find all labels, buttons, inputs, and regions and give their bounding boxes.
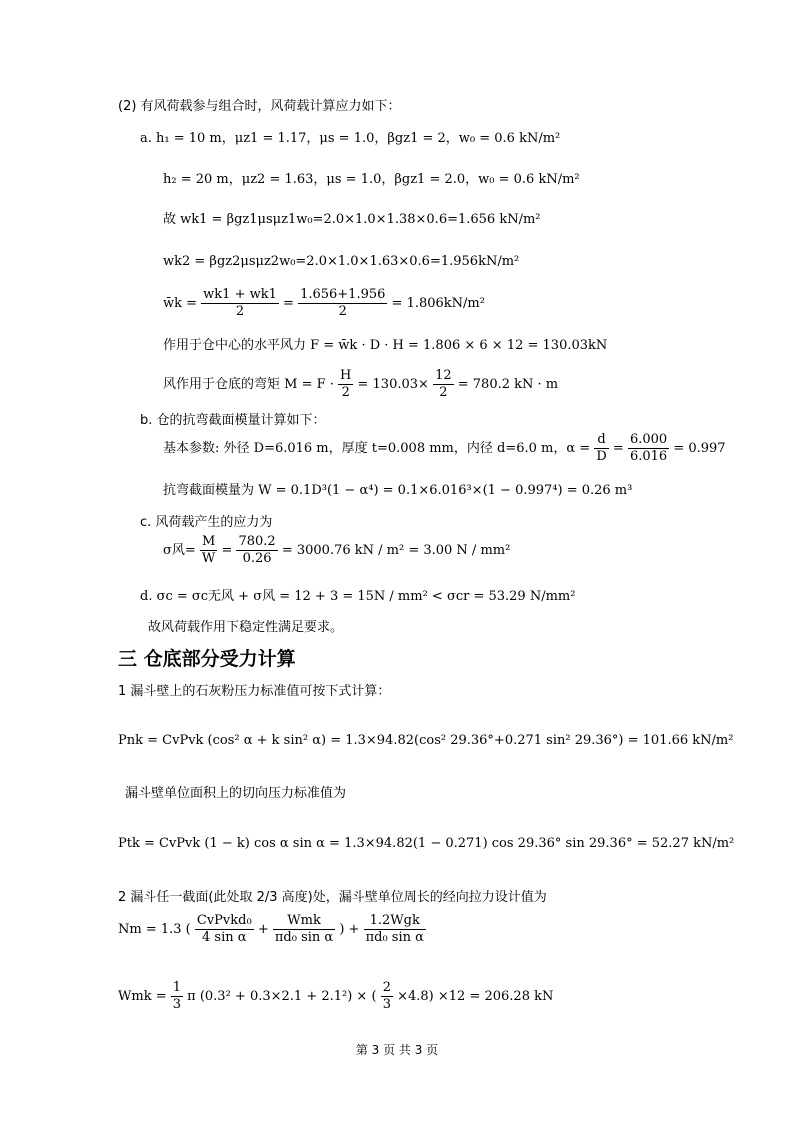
param-line-a: a. h₁ = 10 m，μz1 = 1.17，μs = 1.0，βgz1 = 2，w₀ = 0.6 kN/m² — [140, 131, 561, 146]
numerator: 1 — [172, 980, 182, 995]
section-heading: 三 仓底部分受力计算 — [118, 648, 296, 670]
numerator: d — [594, 432, 608, 449]
denominator: 3 — [172, 997, 182, 1012]
wmk-rhs: ×4.8) ×12 = 206.28 kN — [397, 989, 554, 1004]
numerator: 2 — [382, 980, 391, 995]
fraction — [236, 534, 277, 567]
wk1-formula: 故 wk1 = βgz1μsμz1w₀=2.0×1.0×1.38×0.6=1.656 kN/m² — [163, 212, 541, 227]
fraction — [364, 913, 426, 946]
numerator: 12 — [435, 368, 452, 383]
basic-params-rhs: = 0.997 — [673, 441, 726, 456]
wind-stress-rhs: = 3000.76 kN / m² = 3.00 N / mm² — [281, 543, 511, 558]
numerator: 780.2 — [238, 534, 276, 549]
basic-params-lhs: 基本参数: 外径 D=6.016 m，厚度 t=0.008 mm，内径 d=6.0 m，α = — [163, 441, 591, 456]
nm-formula — [118, 913, 426, 946]
nm-lhs: Nm = 1.3 ( — [118, 922, 191, 937]
page-footer: 第 3 页 共 3 页 — [355, 1043, 439, 1057]
nm-close: ) + — [339, 922, 360, 937]
denominator: 6.016 — [629, 449, 668, 464]
denominator: D — [596, 449, 607, 464]
conclusion-line: 故风荷载作用下稳定性满足要求。 — [148, 620, 344, 635]
numerator: M — [200, 534, 217, 551]
numerator: wk1 + wk1 — [203, 287, 277, 302]
wmk-mid: π (0.3² + 0.3×2.1 + 2.1²) × ( — [187, 989, 377, 1004]
numerator: 6.000 — [629, 432, 668, 447]
numerator: 1.656+1.956 — [300, 287, 386, 302]
fraction — [201, 287, 279, 320]
moment-mid: = 130.03× — [357, 377, 429, 392]
denominator: 2 — [338, 304, 347, 319]
fraction — [381, 980, 393, 1013]
fraction — [628, 432, 669, 465]
fraction — [273, 913, 335, 946]
denominator: 2 — [235, 304, 245, 319]
denominator: πd₀ sin α — [274, 930, 334, 945]
fraction — [171, 980, 183, 1013]
numerator: CvPvkd₀ — [196, 913, 252, 928]
moment-rhs: = 780.2 kN · m — [457, 377, 559, 392]
denominator: πd₀ sin α — [365, 930, 424, 945]
tangential-intro: 漏斗壁单位面积上的切向压力标准值为 — [125, 786, 347, 801]
item-b-title: b. 仓的抗弯截面模量计算如下： — [140, 413, 326, 428]
denominator: 0.26 — [242, 551, 272, 566]
wmk-formula — [118, 980, 553, 1013]
wk-avg-lhs: w̄k = — [163, 296, 198, 311]
horizontal-force-line: 作用于仓中心的水平风力 F = w̄k · D · H = 1.806 × 6 × 12 = 130.03kN — [163, 338, 608, 353]
item-c-title: c. 风荷载产生的应力为 — [140, 515, 273, 530]
wk-average-formula: w̄k = $\frac{wk1 + wk1}{2}$ = $\frac{1.656+1.956}{2}$ = 1.806kN/m² — [163, 287, 485, 319]
wmk-lhs: Wmk = — [118, 989, 167, 1004]
fraction — [195, 913, 254, 946]
ptk-formula: Ptk = CvPvk (1 − k) cos α sin α = 1.3×94.82(1 − 0.271) cos 29.36° sin 29.36° = 52.27 kN/m² — [118, 836, 735, 851]
item-2-intro: (2) 有风荷载参与组合时，风荷载计算应力如下： — [118, 99, 401, 114]
fraction — [338, 368, 353, 401]
wind-stress-formula: σ风= $\frac{M}{W}$ = $\frac{780.2}{0.26}$ = 3000.76 kN / m² = 3.00 N / mm² — [163, 534, 511, 566]
numerator: 1.2Wgk — [364, 913, 426, 930]
denominator: 3 — [382, 997, 391, 1012]
wk2-formula: wk2 = βgz2μsμz2w₀=2.0×1.0×1.63×0.6=1.956kN/m² — [163, 254, 520, 269]
fraction — [433, 368, 454, 401]
item-2-intro-b: 2 漏斗任一截面(此处取 2/3 高度)处，漏斗壁单位周长的经向拉力设计值为 — [118, 890, 547, 905]
plus-sign: + — [257, 922, 269, 937]
denominator: 2 — [341, 385, 350, 400]
numerator: H — [340, 368, 352, 383]
fraction — [594, 432, 608, 465]
item-1-intro: 1 漏斗壁上的石灰粉压力标准值可按下式计算： — [118, 684, 391, 699]
denominator: W — [201, 551, 216, 566]
wk-avg-rhs: = 1.806kN/m² — [391, 296, 485, 311]
item-d-line: d. σc = σc无风 + σ风 = 12 + 3 = 15N / mm² < σcr = 53.29 N/mm² — [140, 589, 576, 604]
pnk-formula: Pnk = CvPvk (cos² α + k sin² α) = 1.3×94.82(cos² 29.36°+0.271 sin² 29.36°) = 101.66 kN/m² — [118, 733, 734, 748]
param-line-h2: h₂ = 20 m，μz2 = 1.63，μs = 1.0，βgz1 = 2.0，w₀ = 0.6 kN/m² — [163, 172, 580, 187]
fraction — [200, 534, 217, 567]
basic-params-line: 基本参数: 外径 D=6.016 m，厚度 t=0.008 mm，内径 d=6.0 m，α = $\frac{d}{D}$ = $\frac{6.000}{6.016}$ = 0.997 — [163, 432, 726, 464]
moment-formula — [163, 368, 558, 401]
moment-lhs: 风作用于仓底的弯矩 M = F · — [163, 377, 334, 392]
wind-stress-lhs: σ风= — [163, 543, 196, 558]
denominator: 2 — [439, 385, 448, 400]
numerator: Wmk — [273, 913, 335, 930]
section-modulus-line: 抗弯截面模量为 W = 0.1D³(1 − α⁴) = 0.1×6.016³×(1 − 0.997⁴) = 0.26 m³ — [163, 483, 633, 498]
denominator: 4 sin α — [202, 930, 247, 945]
fraction — [298, 287, 387, 320]
